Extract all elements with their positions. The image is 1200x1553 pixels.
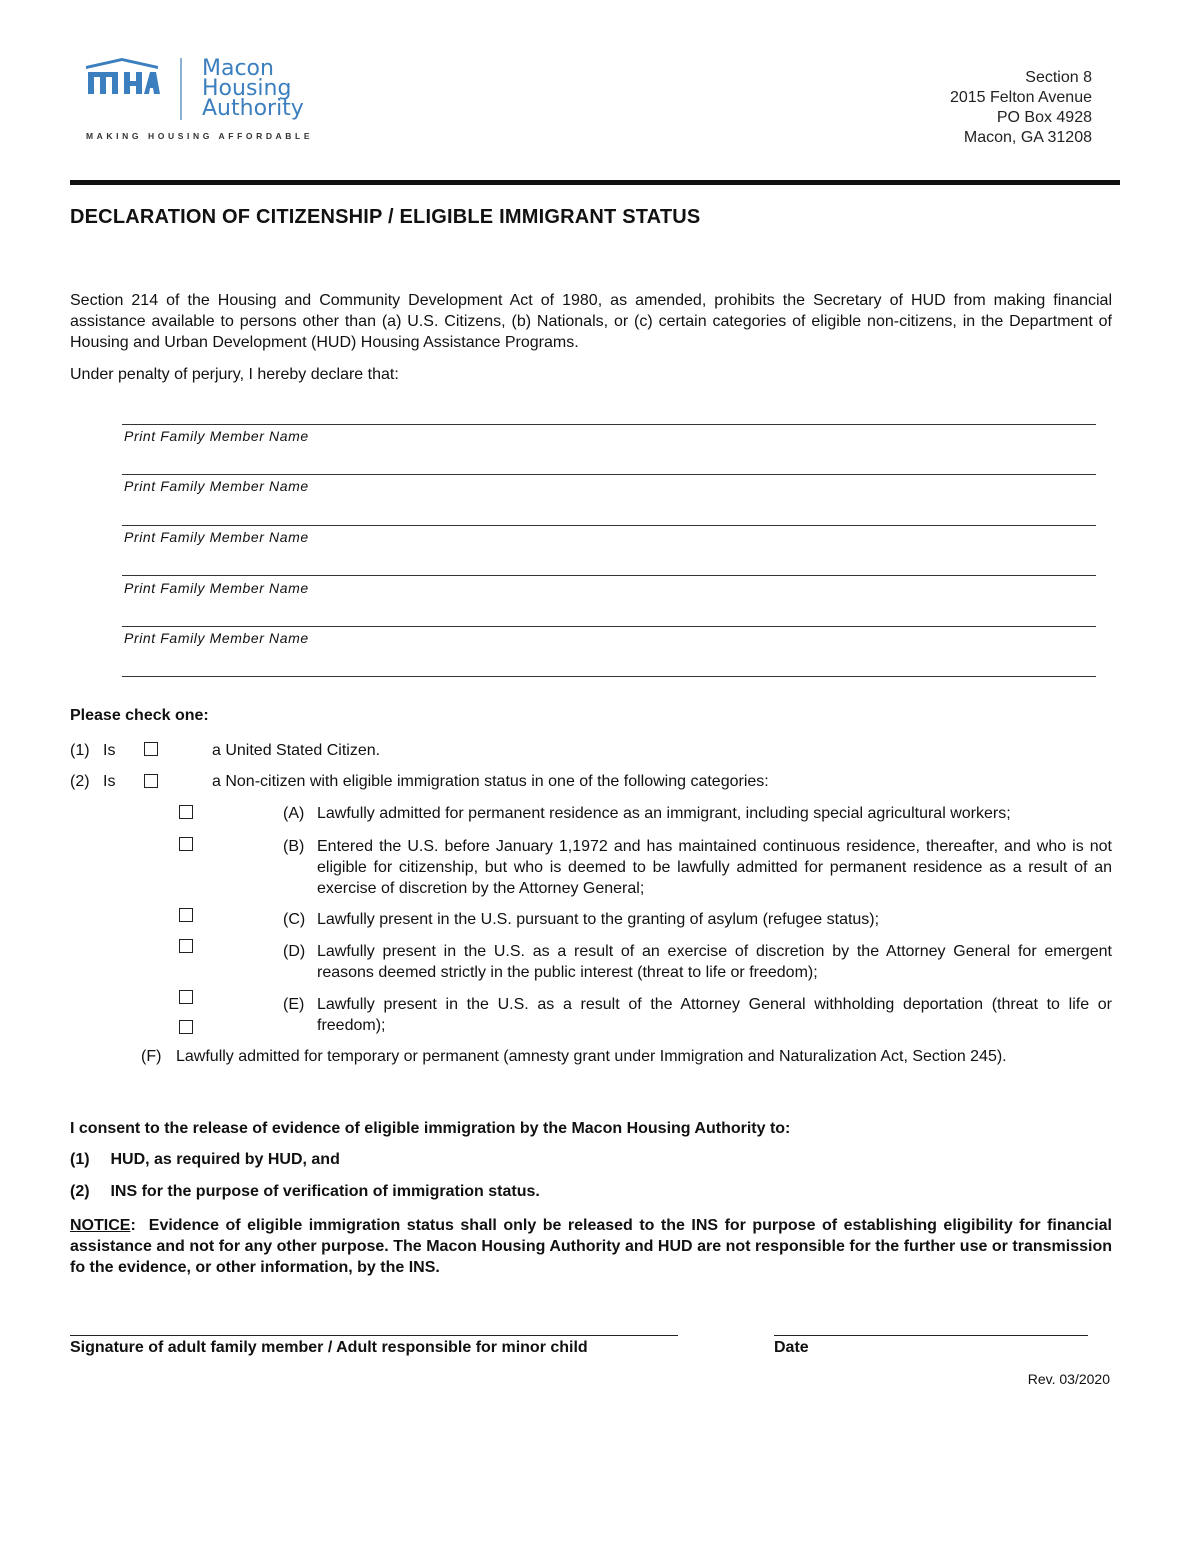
declaration-statement: Under penalty of perjury, I hereby declare that:: [70, 366, 399, 383]
family-member-name-label: Print Family Member Name: [124, 478, 309, 494]
family-member-name-label: Print Family Member Name: [124, 580, 309, 596]
header-rule: [70, 180, 1120, 185]
option-number: (1): [70, 742, 90, 759]
non-citizen-label: a Non-citizen with eligible immigration status in one of the following categories:: [212, 773, 769, 790]
family-member-name-field[interactable]: [122, 424, 1096, 425]
category-e: [283, 994, 1113, 1036]
category-letter: (A): [283, 805, 305, 822]
logo-word-authority: Authority: [202, 96, 304, 121]
intro-paragraph: Section 214 of the Housing and Community Development Act of 1980, as amended, prohibits the Secretary of HUD from making financial assistance available to persons other than (a) U.S. Citizens, (b) Nationals, or (c) certain categories of eligible non-citizens, in the Department of Housing and Urban Development (HUD) Housing Assistance Programs.: [70, 292, 1112, 351]
category-letter: (C): [283, 911, 306, 928]
non-citizen-checkbox[interactable]: [144, 774, 158, 788]
us-citizen-label: a United Stated Citizen.: [212, 742, 381, 759]
notice-paragraph: [70, 1215, 1112, 1278]
consent-item-hud: [70, 1151, 340, 1169]
signature-label: Signature of adult family member / Adult responsible for minor child: [70, 1339, 588, 1356]
category-letter: (D): [283, 943, 306, 960]
logo-word-housing: Housing: [202, 76, 292, 101]
family-member-name-field[interactable]: [122, 575, 1096, 576]
address-line: Macon, GA 31208: [963, 129, 1092, 146]
check-one-heading: Please check one:: [70, 707, 209, 724]
option-is-label: Is: [103, 742, 116, 759]
category-text: Entered the U.S. before January 1,1972 and has maintained continuous residence, thereafter, and who is not eligible for citizenship, but who is deemed to be lawfully admitted for permanent residence as a result of an exercise of discretion by the Attorney General;: [317, 838, 1112, 897]
category-e-checkbox[interactable]: [179, 990, 193, 1004]
category-b-checkbox[interactable]: [179, 837, 193, 851]
category-f-text: Lawfully admitted for temporary or permanent (amnesty grant under Immigration and Naturalization Act, Section 245).: [176, 1048, 1007, 1065]
document-title: DECLARATION OF CITIZENSHIP / ELIGIBLE IMMIGRANT STATUS: [70, 206, 701, 228]
family-member-name-field[interactable]: [122, 525, 1096, 526]
family-member-name-field[interactable]: [122, 474, 1096, 475]
option-number: (2): [70, 773, 90, 790]
logo-tagline: MAKING HOUSING AFFORDABLE: [86, 131, 314, 141]
notice-label: NOTICE: [70, 1217, 131, 1234]
family-member-name-label: Print Family Member Name: [124, 428, 309, 444]
date-label: Date: [774, 1339, 809, 1356]
family-member-name-field[interactable]: [122, 626, 1096, 627]
category-letter: (B): [283, 838, 305, 855]
consent-item-ins: [70, 1183, 540, 1201]
category-text: Lawfully admitted for permanent residence as an immigrant, including special agricultural workers;: [317, 805, 1011, 822]
category-f-letter: (F): [141, 1048, 162, 1065]
category-a: [283, 803, 1113, 824]
family-member-name-field[interactable]: [122, 676, 1096, 677]
consent-item-text: INS for the purpose of verification of immigration status.: [110, 1183, 540, 1200]
address-line: 2015 Felton Avenue: [949, 89, 1092, 106]
notice-colon: :: [130, 1217, 136, 1234]
mha-logo-icon: [84, 58, 160, 94]
consent-item-text: HUD, as required by HUD, and: [110, 1151, 340, 1168]
consent-heading: I consent to the release of evidence of eligible immigration by the Macon Housing Authority to:: [70, 1120, 791, 1137]
logo-word-macon: Macon: [202, 56, 274, 81]
consent-item-number: (2): [70, 1183, 90, 1200]
category-f-checkbox[interactable]: [179, 1020, 193, 1034]
category-b: [283, 836, 1113, 899]
logo-divider: [180, 58, 182, 120]
category-letter: (E): [283, 996, 305, 1013]
category-text: Lawfully present in the U.S. pursuant to the granting of asylum (refugee status);: [317, 911, 880, 928]
category-c: [283, 909, 1113, 930]
category-text: Lawfully present in the U.S. as a result of the Attorney General withholding deportation (threat to life or freedom);: [317, 996, 1112, 1034]
date-field[interactable]: [774, 1335, 1088, 1336]
us-citizen-checkbox[interactable]: [144, 742, 158, 756]
category-a-checkbox[interactable]: [179, 805, 193, 819]
category-d-checkbox[interactable]: [179, 939, 193, 953]
mha-logo: [84, 56, 344, 148]
address-line: PO Box 4928: [996, 109, 1092, 126]
category-d: [283, 941, 1113, 983]
signature-field[interactable]: [70, 1335, 678, 1336]
category-c-checkbox[interactable]: [179, 908, 193, 922]
category-text: Lawfully present in the U.S. as a result of an exercise of discretion by the Attorney General for emergent reasons deemed strictly in the public interest (threat to life or freedom);: [317, 943, 1112, 981]
family-member-name-label: Print Family Member Name: [124, 630, 309, 646]
office-address: [950, 68, 1092, 148]
address-line: Section 8: [1025, 69, 1092, 86]
notice-text: Evidence of eligible immigration status shall only be released to the INS for purpose of establishing eligibility for financial assistance and not for any other purpose. The Macon Housing Authority and HUD are not responsible for the further use or transmission fo the evidence, or other information, by the INS.: [70, 1217, 1112, 1276]
revision-note: Rev. 03/2020: [1027, 1371, 1110, 1387]
consent-item-number: (1): [70, 1151, 90, 1168]
option-is-label: Is: [103, 773, 116, 790]
family-member-name-label: Print Family Member Name: [124, 529, 309, 545]
